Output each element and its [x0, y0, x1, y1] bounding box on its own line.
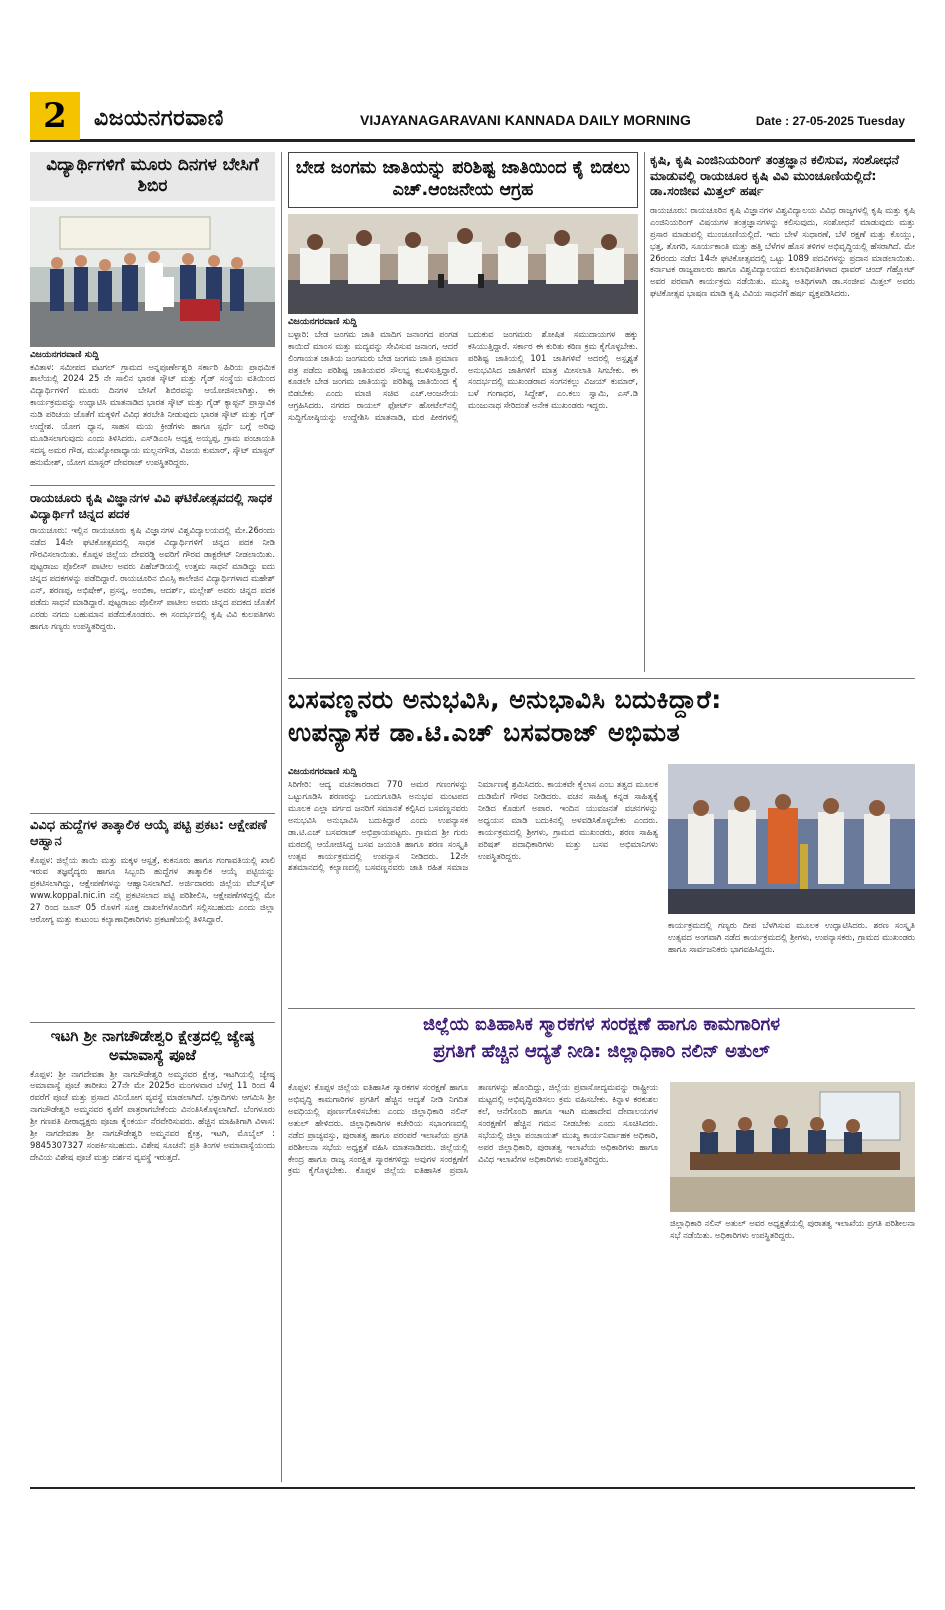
article-photo	[30, 207, 275, 347]
headline-line-2: ಉಪನ್ಯಾಸಕ ಡಾ.ಟಿ.ಎಚ್ ಬಸವರಾಜ್ ಅಭಿಮತ	[288, 718, 681, 748]
photo-press-meet	[288, 214, 638, 314]
headline-line-2: ಪ್ರಗತಿಗೆ ಹೆಚ್ಚಿನ ಆದ್ಯತೆ ನೀಡಿ: ಜಿಲ್ಲಾಧಿಕಾರಿ ನಲಿನ್ ಅತುಲ್	[433, 1040, 770, 1062]
page-bottom-rule	[30, 1487, 915, 1489]
column-rule	[644, 152, 645, 672]
article-summer-camp	[30, 152, 275, 482]
article-body: ಕೊಪ್ಪಳ: ಶ್ರೀ ನಾಗದೇವತಾ ಶ್ರೀ ನಾಗಚೌಡೇಶ್ವರಿ ಅಮ್ಮನವರ ಕ್ಷೇತ್ರ, ಇಟಗಿಯಲ್ಲಿ ಜ್ಯೇಷ್ಠ ಅಮಾವಾಸ್ಯೆ ಪೂಜೆ ತಾರೀಖು 27ನೇ ಮೇ 2025ರ ಮಂಗಳವಾರ ಬೆಳಗ್ಗೆ 11 ರಿಂದ 4 ರವರೆಗೆ ಪೂಜೆ ಮತ್ತು ಪ್ರಸಾದ ವಿನಿಯೋಗ ವ್ಯವಸ್ಥೆ ಮಾಡಲಾಗಿದೆ. ಭಕ್ತಾದಿಗಳು ಆಗಮಿಸಿ ಶ್ರೀ ನಾಗಚೌಡೇಶ್ವರಿ ಅಮ್ಮನವರ ಕೃಪೆಗೆ ಪಾತ್ರರಾಗಬೇಕೆಂದು ವಿನಂತಿಸಿಕೊಳ್ಳಲಾಗಿದೆ. ಬೆಂಗಳೂರು ಶ್ರೀ ಗಣಪತಿ ಪೀಠಾಧ್ಯಕ್ಷರು ಪೂಜಾ ಕೈಂಕರ್ಯ ನೆರವೇರಿಸುವರು. ಹೆಚ್ಚಿನ ಮಾಹಿತಿಗಾಗಿ ವಿಳಾಸ: ಶ್ರೀ ನಾಗದೇವತಾ ಶ್ರೀ ನಾಗಚೌಡೇಶ್ವರಿ ಅಮ್ಮನವರ ಕ್ಷೇತ್ರ, ಇಟಗಿ, ಮೊಬೈಲ್ : 9845307327 ಸಂಪರ್ಕಿಸಬಹುದು. ವಿಶೇಷ ಸೂಚನೆ: ಪ್ರತಿ ತಿಂಗಳ ಅಮಾವಾಸ್ಯೆಯಂದು ದೇವಿಯ ವಿಶೇಷ ಪೂಜೆ ಮತ್ತು ದರ್ಶನ ವ್ಯವಸ್ಥೆ ಇರುತ್ತದೆ.	[30, 1068, 275, 1162]
issue-date: Date : 27-05-2025 Tuesday	[755, 114, 905, 128]
headline-line-1: ಬಸವಣ್ಣನರು ಅನುಭವಿಸಿ, ಅನುಭಾವಿಸಿ ಬದುಕಿದ್ದಾರೆ:	[288, 685, 722, 714]
headline: ವಿದ್ಯಾರ್ಥಿಗಳಿಗೆ ಮೂರು ದಿನಗಳ ಬೇಸಿಗೆ ಶಿಬಿರ	[30, 152, 275, 201]
headline: ರಾಯಚೂರು ಕೃಷಿ ವಿಜ್ಞಾನಗಳ ವಿವಿ ಘಟಿಕೋತ್ಸವದಲ್ಲಿ ಸಾಧಕ ವಿದ್ಯಾರ್ಥಿಗೆ ಚಿನ್ನದ ಪದಕ	[30, 490, 273, 521]
divider	[288, 678, 915, 679]
article-vacancy	[30, 818, 275, 1018]
divider	[288, 1008, 915, 1009]
photo-caption: ಕಾರ್ಯಕ್ರಮದಲ್ಲಿ ಗಣ್ಯರು ದೀಪ ಬೆಳಗಿಸುವ ಮೂಲಕ ಉದ್ಘಾಟಿಸಿದರು. ಶರಣ ಸಂಸ್ಕೃತಿ ಉತ್ಸವದ ಅಂಗವಾಗಿ ನಡೆದ ಕಾರ್ಯಕ್ರಮದಲ್ಲಿ ಶ್ರೀಗಳು, ಉಪನ್ಯಾಸಕರು, ಗ್ರಾಮದ ಮುಖಂಡರು ಹಾಗೂ ಸಾರ್ವಜನಿಕರು ಭಾಗವಹಿಸಿದ್ದರು.	[668, 920, 915, 954]
column-rule	[281, 152, 282, 1482]
page-number: 2	[30, 92, 80, 140]
article-agri-university	[650, 152, 915, 672]
divider	[30, 485, 275, 486]
headline: ಬೇಡ ಜಂಗಮ ಜಾತಿಯನ್ನು ಪರಿಶಿಷ್ಟ ಜಾತಿಯಿಂದ ಕೈ ಬಿಡಲು ಎಚ್.ಆಂಜನೇಯ ಆಗ್ರಹ	[288, 152, 638, 208]
article-amavasya	[30, 1027, 275, 1482]
article-body: ಕೊಪ್ಪಳ: ಜಿಲ್ಲೆಯ ತಾಯಿ ಮತ್ತು ಮಕ್ಕಳ ಆಸ್ಪತ್ರೆ, ಕುಕನೂರು ಹಾಗೂ ಗಂಗಾವತಿಯಲ್ಲಿ ಖಾಲಿ ಇರುವ ತಜ್ಞವೈದ್ಯರು ಹಾಗೂ ಸಿಬ್ಬಂದಿ ಹುದ್ದೆಗಳ ತಾತ್ಕಾಲಿಕ ಆಯ್ಕೆ ಪಟ್ಟಿಯನ್ನು ಪ್ರಕಟಿಸಲಾಗಿದ್ದು, ಆಕ್ಷೇಪಣೆಗಳನ್ನು ಆಹ್ವಾನಿಸಲಾಗಿದೆ. ಅರ್ಜಿದಾರರು ಜಿಲ್ಲೆಯ ವೆಬ್‌ಸೈಟ್ www.koppal.nic.in ನಲ್ಲಿ ಪ್ರಕಟಿಸಲಾದ ಪಟ್ಟಿ ಪರಿಶೀಲಿಸಿ, ಆಕ್ಷೇಪಣೆಗಳಿದ್ದಲ್ಲಿ ಮೇ 27 ರಿಂದ ಜೂನ್ 05 ರೊಳಗೆ ಸೂಕ್ತ ದಾಖಲೆಗಳೊಂದಿಗೆ ಸಲ್ಲಿಸಬಹುದು ಎಂದು ಜಿಲ್ಲಾ ಆರೋಗ್ಯ ಮತ್ತು ಕುಟುಂಬ ಕಲ್ಯಾಣಾಧಿಕಾರಿಗಳು ಪ್ರಕಟಣೆಯಲ್ಲಿ ತಿಳಿಸಿದ್ದಾರೆ.	[30, 854, 275, 925]
headline: ವಿವಿಧ ಹುದ್ದೆಗಳ ತಾತ್ಕಾಲಿಕ ಆಯ್ಕೆ ಪಟ್ಟಿ ಪ್ರಕಟ: ಆಕ್ಷೇಪಣೆ ಆಹ್ವಾನ	[30, 818, 267, 850]
headline: ಇಟಗಿ ಶ್ರೀ ನಾಗಚೌಡೇಶ್ವರಿ ಕ್ಷೇತ್ರದಲ್ಲಿ ಜ್ಯೇಷ್ಠ ಅಮಾವಾಸ್ಯೆ ಪೂಜೆ	[50, 1027, 255, 1064]
divider	[30, 1022, 275, 1023]
article-basavanna	[288, 684, 915, 1004]
masthead	[30, 86, 915, 142]
article-body: ಕೊಪ್ಪಳ: ಕೊಪ್ಪಳ ಜಿಲ್ಲೆಯ ಐತಿಹಾಸಿಕ ಸ್ಮಾರಕಗಳ ಸಂರಕ್ಷಣೆ ಹಾಗೂ ಅಭಿವೃದ್ಧಿ ಕಾಮಗಾರಿಗಳ ಪ್ರಗತಿಗೆ ಹೆಚ್ಚಿನ ಆದ್ಯತೆ ನೀಡಿ ನಿಗದಿತ ಅವಧಿಯಲ್ಲಿ ಪೂರ್ಣಗೊಳಿಸಬೇಕು ಎಂದು ಜಿಲ್ಲಾಧಿಕಾರಿ ನಲಿನ್ ಅತುಲ್ ಹೇಳಿದರು. ಜಿಲ್ಲಾಧಿಕಾರಿಗಳ ಕಚೇರಿಯ ಸಭಾಂಗಣದಲ್ಲಿ ನಡೆದ ಪ್ರಾಚ್ಯವಸ್ತು, ಪುರಾತತ್ವ ಹಾಗೂ ಪರಂಪರೆ ಇಲಾಖೆಯ ಪ್ರಗತಿ ಪರಿಶೀಲನಾ ಸಭೆಯ ಅಧ್ಯಕ್ಷತೆ ವಹಿಸಿ ಮಾತನಾಡಿದರು. ಜಿಲ್ಲೆಯಲ್ಲಿ ಕೇಂದ್ರ ಹಾಗೂ ರಾಜ್ಯ ಸಂರಕ್ಷಿತ ಸ್ಮಾರಕಗಳಿದ್ದು ಅವುಗಳ ಸಂರಕ್ಷಣೆಗೆ ಕ್ರಮ ಕೈಗೊಳ್ಳಬೇಕು. ಕೊಪ್ಪಳ ಜಿಲ್ಲೆಯ ಐತಿಹಾಸಿಕ ಪ್ರವಾಸಿ ತಾಣಗಳನ್ನು ಹೊಂದಿದ್ದು, ಜಿಲ್ಲೆಯ ಪ್ರವಾಸೋದ್ಯಮವನ್ನು ರಾಷ್ಟ್ರೀಯ ಮಟ್ಟದಲ್ಲಿ ಅಭಿವೃದ್ಧಿಪಡಿಸಲು ಕ್ರಮ ವಹಿಸಬೇಕು. ಕಿನ್ನಾಳ ಕರಕುಶಲ ಕಲೆ, ಆನೆಗೊಂದಿ ಹಾಗೂ ಇಟಗಿ ಮಹಾದೇವ ದೇವಾಲಯಗಳ ಸಂರಕ್ಷಣೆಗೆ ಹೆಚ್ಚಿನ ಗಮನ ನೀಡಬೇಕು ಎಂದು ಸೂಚಿಸಿದರು. ಸಭೆಯಲ್ಲಿ ಜಿಲ್ಲಾ ಪಂಚಾಯತ್ ಮುಖ್ಯ ಕಾರ್ಯನಿರ್ವಾಹಕ ಅಧಿಕಾರಿ, ಅಪರ ಜಿಲ್ಲಾಧಿಕಾರಿ, ಪುರಾತತ್ವ ಇಲಾಖೆಯ ಅಧಿಕಾರಿಗಳು ಹಾಗೂ ವಿವಿಧ ಇಲಾಖೆಗಳ ಅಧಿಕಾರಿಗಳು ಉಪಸ್ಥಿತರಿದ್ದರು.	[288, 1082, 658, 1176]
article-body: ಬಳ್ಳಾರಿ: ಬೇಡ ಜಂಗಮ ಜಾತಿ ಮಾದಿಗ ಜನಾಂಗದ ಪಂಗಡ ಕಾಯಿದೆ ಮಾಂಸ ಮತ್ತು ಮದ್ಯವನ್ನು ಸೇವಿಸುವ ಜನಾಂಗ, ಆದರೆ ಲಿಂಗಾಯತ ಜಾತಿಯ ಜಂಗಮರು ಬೇಡ ಜಂಗಮ ಜಾತಿ ಪ್ರಮಾಣ ಪತ್ರ ಪಡೆದು ಪರಿಶಿಷ್ಟ ಜಾತಿಯವರ ಸೌಲಭ್ಯ ಕಬಳಿಸುತ್ತಿದ್ದಾರೆ. ಕೂಡಲೇ ಬೇಡ ಜಂಗಮ ಜಾತಿಯನ್ನು ಪರಿಶಿಷ್ಟ ಜಾತಿಯಿಂದ ಕೈ ಬಿಡಬೇಕು ಎಂದು ಮಾಜಿ ಸಚಿವ ಎಚ್.ಆಂಜನೇಯ ಆಗ್ರಹಿಸಿದರು. ನಗರದ ರಾಯಲ್ ಫೋರ್ಟ್ ಹೋಟೆಲ್‌ನಲ್ಲಿ ಸುದ್ದಿಗೋಷ್ಠಿಯನ್ನು ಉದ್ದೇಶಿಸಿ ಮಾತನಾಡಿ, ಮಠ ಪೀಠಗಳಲ್ಲಿ ಬದುಕುವ ಜಂಗಮರು ಶೋಷಿತ ಸಮುದಾಯಗಳ ಹಕ್ಕು ಕಸಿಯುತ್ತಿದ್ದಾರೆ. ಸರ್ಕಾರ ಈ ಕುರಿತು ಕಠಿಣ ಕ್ರಮ ಕೈಗೊಳ್ಳಬೇಕು. ಪರಿಶಿಷ್ಟ ಜಾತಿಯಲ್ಲಿ 101 ಜಾತಿಗಳಿವೆ ಅದರಲ್ಲಿ ಅಸ್ಪೃಶ್ಯತೆ ಅನುಭವಿಸಿದ ಜಾತಿಗಳಿಗೆ ಮಾತ್ರ ಮೀಸಲಾತಿ ಸಿಗಬೇಕು. ಈ ಸಂದರ್ಭದಲ್ಲಿ ಮುಖಂಡರಾದ ಸಂಗನಕಲ್ಲು ವಿಜಯ್ ಕುಮಾರ್, ಬಳೆ ಗಂಗಾಧರ, ಸಿದ್ದೇಶ್, ಎಂ.ಕಲು ಸ್ವಾಮಿ, ಎಸ್.ಡಿ ಮಂಜುನಾಥ ಸೇರಿದಂತೆ ಅನೇಕ ಮುಖಂಡರು ಇದ್ದರು.	[288, 328, 638, 423]
article-body: ರಾಯಚೂರು: ರಾಯಚೂರಿನ ಕೃಷಿ ವಿಜ್ಞಾನಗಳ ವಿಶ್ವವಿದ್ಯಾಲಯ ವಿವಿಧ ರಾಜ್ಯಗಳಲ್ಲಿ ಕೃಷಿ ಮತ್ತು ಕೃಷಿ ಎಂಜಿನಿಯರಿಂಗ್ ವಿಷಯಗಳ ತಂತ್ರಜ್ಞಾನಗಳನ್ನು ಕಲಿಸುವುದು, ಸಂಶೋಧನೆ ಮಾಡುವುದು ಮತ್ತು ಪ್ರಸಾರ ಮಾಡುವಲ್ಲಿ ಮುಂಚೂಣಿಯಲ್ಲಿದೆ. ಇದು ಬೇಳೆ ಸುಧಾರಣೆ, ಬೆಳೆ ರಕ್ಷಣೆ ಮತ್ತು ಕೊಯ್ಲು, ಭತ್ತ, ತೊಗರಿ, ಸೂರ್ಯಕಾಂತಿ ಮತ್ತು ಹತ್ತಿ ಬೆಳೆಗಳ ಹೊಸ ತಳಿಗಳ ಅಭಿವೃದ್ಧಿಯಲ್ಲಿ ಹೆಸರಾಗಿದೆ. ಮೇ 26ರಂದು ನಡೆದ 14ನೇ ಘಟಿಕೋತ್ಸವದಲ್ಲಿ ಒಟ್ಟು 1089 ಪದವಿಗಳನ್ನು ಪ್ರದಾನ ಮಾಡಲಾಯಿತು. ಕರ್ನಾಟಕ ರಾಜ್ಯಪಾಲರು ಹಾಗೂ ವಿಶ್ವವಿದ್ಯಾಲಯದ ಕುಲಾಧಿಪತಿಗಳಾದ ಥಾವರ್ ಚಂದ್ ಗೆಹ್ಲೋಟ್ ಅವರ ಪರವಾಗಿ ಕಾರ್ಯಕ್ರಮ ನಡೆಯಿತು. ಮುಖ್ಯ ಅತಿಥಿಗಳಾಗಿ ಡಾ.ಸಂಜೀವ ಮಿತ್ತಲ್ ಅವರು ಘಟಿಕೋತ್ಸವ ಭಾಷಣ ಮಾಡಿ ಕೃಷಿ ವಿವಿಯ ಸಾಧನೆಗೆ ಹರ್ಷ ವ್ಯಕ್ತಪಡಿಸಿದರು.	[650, 204, 915, 299]
byline: ವಿಜಯನಗರವಾಣಿ ಸುದ್ದಿ	[30, 349, 99, 360]
photo-students-ceremony	[30, 207, 275, 347]
article-body: ರಾಯಚೂರು: ಇಲ್ಲಿನ ರಾಯಚೂರು ಕೃಷಿ ವಿಜ್ಞಾನಗಳ ವಿಶ್ವವಿದ್ಯಾಲಯದಲ್ಲಿ ಮೇ.26ರಂದು ನಡೆದ 14ನೇ ಘಟಿಕೋತ್ಸವದಲ್ಲಿ ಸಾಧಕ ವಿದ್ಯಾರ್ಥಿಗಳಿಗೆ ಚಿನ್ನದ ಪದಕ ನೀಡಿ ಗೌರವಿಸಲಾಯಿತು. ಕೊಪ್ಪಳ ಜಿಲ್ಲೆಯ ದೇವರಡ್ಡಿ ಅವರಿಗೆ ಗೌರವ ಡಾಕ್ಟರೇಟ್ ನೀಡಲಾಯಿತು. ಪುಟ್ಟರಾಜು ಪೊಲೀಸ್ ಪಾಟೀಲ ಅವರು ಪಿಹೆಚ್‌ಡಿಯಲ್ಲಿ ಉತ್ತಮ ಸಾಧನೆ ಮಾಡಿದ್ದು ಐದು ಚಿನ್ನದ ಪದಕಗಳನ್ನು ಪಡೆದಿದ್ದಾರೆ. ರಾಯಚೂರಿನ ಬಿಎಸ್ಸಿ ಕಾಲೇಜಿನ ವಿದ್ಯಾರ್ಥಿಗಳಾದ ಮಹೇಶ್ ಎನ್, ಶರಣಪ್ಪ, ಅಭಿಷೇಕ್, ಪ್ರಸನ್ನ, ಅಂಬಿಕಾ, ಆದರ್ಶ್, ಮಲ್ಲೇಶ್ ಅವರು ಚಿನ್ನದ ಪದಕ ಪಡೆದು ಸಾಧನೆ ಮಾಡಿದ್ದಾರೆ. ಪುಟ್ಟರಾಜು ಪೊಲೀಸ್ ಪಾಟೀಲ ಅವರು ಚಿನ್ನದ ಪದಕದ ಜೊತೆಗೆ ಎರಡು ನಗದು ಬಹುಮಾನ ಪಡೆದುಕೊಂಡರು. ಈ ಸಂದರ್ಭದಲ್ಲಿ ಕೃಷಿ ವಿವಿ ಕುಲಪತಿಗಳು ಹಾಗೂ ಗಣ್ಯರು ಉಪಸ್ಥಿತರಿದ್ದರು.	[30, 525, 275, 631]
article-photo	[670, 1082, 915, 1212]
byline: ವಿಜಯನಗರವಾಣಿ ಸುದ್ದಿ	[288, 316, 357, 327]
article-photo	[668, 764, 915, 914]
article-beda-jangama	[288, 152, 638, 682]
article-monuments	[288, 1014, 915, 1482]
headline-line-1: ಜಿಲ್ಲೆಯ ಐತಿಹಾಸಿಕ ಸ್ಮಾರಕಗಳ ಸಂರಕ್ಷಣೆ ಹಾಗೂ ಕಾಮಗಾರಿಗಳ	[422, 1014, 781, 1035]
divider	[30, 813, 275, 814]
article-body: ಕವಿತಾಳ: ಸಮೀಪದ ವಟಗಲ್ ಗ್ರಾಮದ ಅನ್ನಪೂರ್ಣೇಶ್ವರಿ ಸರ್ಕಾರಿ ಹಿರಿಯ ಪ್ರಾಥಮಿಕ ಶಾಲೆಯಲ್ಲಿ 2024 25 ನೇ ಸಾಲಿನ ಭಾರತ ಸ್ಕೌಟ್ ಮತ್ತು ಗೈಡ್ ಸಂಸ್ಥೆಯ ವತಿಯಿಂದ ವಿದ್ಯಾರ್ಥಿಗಳಿಗೆ ಮೂರು ದಿನಗಳ ಬೇಸಿಗೆ ಶಿಬಿರವನ್ನು ಆಯೋಜಿಸಲಾಗಿತ್ತು. ಈ ಕಾರ್ಯಕ್ರಮವನ್ನು ಉದ್ಘಾಟಿಸಿ ಮಾತನಾಡಿದ ಭಾರತ ಸ್ಕೌಟ್ ಮತ್ತು ಗೈಡ್ ಕ್ಯಾಪ್ಟನ್ ಪ್ರಾಸ್ತಾವಿಕ ನುಡಿ ಪರಿಚಯ ಜೊತೆಗೆ ಮಕ್ಕಳಿಗೆ ವಿವಿಧ ತರಬೇತಿ ನೀಡುವುದು ಭಾರತ ಸ್ಕೌಟ್ ಮತ್ತು ಗೈಡ್ ಉದ್ದೇಶ. ಯೋಗ ಧ್ಯಾನ, ಸಾಹಸ ಮಯ ಕ್ರೀಡೆಗಳು ಹಾಗೂ ಸ್ಪರ್ಧೆ ಬಗ್ಗೆ ಅರಿವು ಮೂಡಿಸಲಾಗುವುದು ಎಂದು ತಿಳಿಸಿದರು. ಎಸ್‌ಡಿಎಂಸಿ ಅಧ್ಯಕ್ಷ ಅಯ್ಯಪ್ಪ, ಗ್ರಾಮ ಪಂಚಾಯತಿ ಸದಸ್ಯ ಅಮರ ಗೌಡ, ಮುಖ್ಯೋಪಾಧ್ಯಾಯ ಮಲ್ಲನಗೌಡ, ವಿಜಯ ಕುಮಾರ್, ಸ್ಕೌಟ್ ಮಾಸ್ಟರ್ ಹನುಮೇಶ್, ಯೋಗ ಮಾಸ್ಟರ್ ದೇವರಾಜ್ ಉಪಸ್ಥಿತರಿದ್ದರು.	[30, 361, 275, 467]
byline: ವಿಜಯನಗರವಾಣಿ ಸುದ್ದಿ	[288, 767, 357, 777]
article-gold-medal	[30, 490, 275, 810]
headline: ಕೃಷಿ, ಕೃಷಿ ಎಂಜಿನಿಯರಿಂಗ್ ತಂತ್ರಜ್ಞಾನ ಕಲಿಸುವ, ಸಂಶೋಧನೆ ಮಾಡುವಲ್ಲಿ ರಾಯಚೂರ ಕೃಷಿ ವಿವಿ ಮುಂಚೂಣಿಯಲ್ಲಿದೆ: ಡಾ.ಸಂಜೀವ ಮಿತ್ತಲ್ ಹರ್ಷ	[650, 152, 899, 199]
paper-name: ವಿಜಯನಗರವಾಣಿ	[94, 106, 224, 131]
photo-lamp-lighting	[668, 764, 915, 914]
photo-review-meeting	[670, 1082, 915, 1212]
article-photo	[288, 214, 638, 314]
photo-caption: ಜಿಲ್ಲಾಧಿಕಾರಿ ನಲಿನ್ ಅತುಲ್ ಅವರ ಅಧ್ಯಕ್ಷತೆಯಲ್ಲಿ ಪುರಾತತ್ವ ಇಲಾಖೆಯ ಪ್ರಗತಿ ಪರಿಶೀಲನಾ ಸಭೆ ನಡೆಯಿತು. ಅಧಿಕಾರಿಗಳು ಉಪಸ್ಥಿತರಿದ್ದರು.	[670, 1218, 915, 1240]
article-body: ಸಿರಿಗೇರಿ: ಆದ್ಯ ವಚನಕಾರರಾದ 770 ಅಮರ ಗಣಂಗಳನ್ನು ಒಟ್ಟುಗೂಡಿಸಿ ಶರಣರನ್ನು ಒಂದುಗೂಡಿಸಿ ಅನುಭವ ಮಂಟಪದ ಮೂಲಕ ಎಲ್ಲಾ ವರ್ಗದ ಜನರಿಗೆ ಸಮಾನತೆ ಕಲ್ಪಿಸಿದ ಬಸವಣ್ಣನವರು ಅನುಭವಿಸಿ ಅನುಭಾವಿಸಿ ಬದುಕಿದ್ದಾರೆ ಎಂದು ಉಪನ್ಯಾಸಕ ಡಾ.ಟಿ.ಎಚ್ ಬಸವರಾಜ್ ಅಭಿಪ್ರಾಯಪಟ್ಟರು. ಗ್ರಾಮದ ಶ್ರೀ ಗುರು ಮಠದಲ್ಲಿ ಆಯೋಜಿಸಿದ್ದ ಬಸವ ಜಯಂತಿ ಹಾಗೂ ಶರಣ ಸಂಸ್ಕೃತಿ ಉತ್ಸವ ಕಾರ್ಯಕ್ರಮದಲ್ಲಿ ಉಪನ್ಯಾಸ ನೀಡಿದರು. 12ನೇ ಶತಮಾನದಲ್ಲಿ ಕಲ್ಯಾಣದಲ್ಲಿ ಬಸವಣ್ಣನವರು ಜಾತಿ ರಹಿತ ಸಮಾಜ ನಿರ್ಮಾಣಕ್ಕೆ ಶ್ರಮಿಸಿದರು. ಕಾಯಕವೇ ಕೈಲಾಸ ಎಂಬ ತತ್ವದ ಮೂಲಕ ದುಡಿಮೆಗೆ ಗೌರವ ನೀಡಿದರು. ವಚನ ಸಾಹಿತ್ಯ ಕನ್ನಡ ಸಾಹಿತ್ಯಕ್ಕೆ ನೀಡಿದ ಕೊಡುಗೆ ಅಪಾರ. ಇಂದಿನ ಯುವಜನತೆ ವಚನಗಳನ್ನು ಅಧ್ಯಯನ ಮಾಡಿ ಬದುಕಿನಲ್ಲಿ ಅಳವಡಿಸಿಕೊಳ್ಳಬೇಕು ಎಂದರು. ಕಾರ್ಯಕ್ರಮದಲ್ಲಿ ಶ್ರೀಗಳು, ಗ್ರಾಮದ ಮುಖಂಡರು, ಶರಣ ಸಾಹಿತ್ಯ ಪರಿಷತ್ ಪದಾಧಿಕಾರಿಗಳು ಮತ್ತು ಬಸವ ಅಭಿಮಾನಿಗಳು ಉಪಸ್ಥಿತರಿದ್ದರು.	[288, 779, 658, 873]
paper-subtitle: VIJAYANAGARAVANI KANNADA DAILY MORNING	[360, 112, 691, 128]
